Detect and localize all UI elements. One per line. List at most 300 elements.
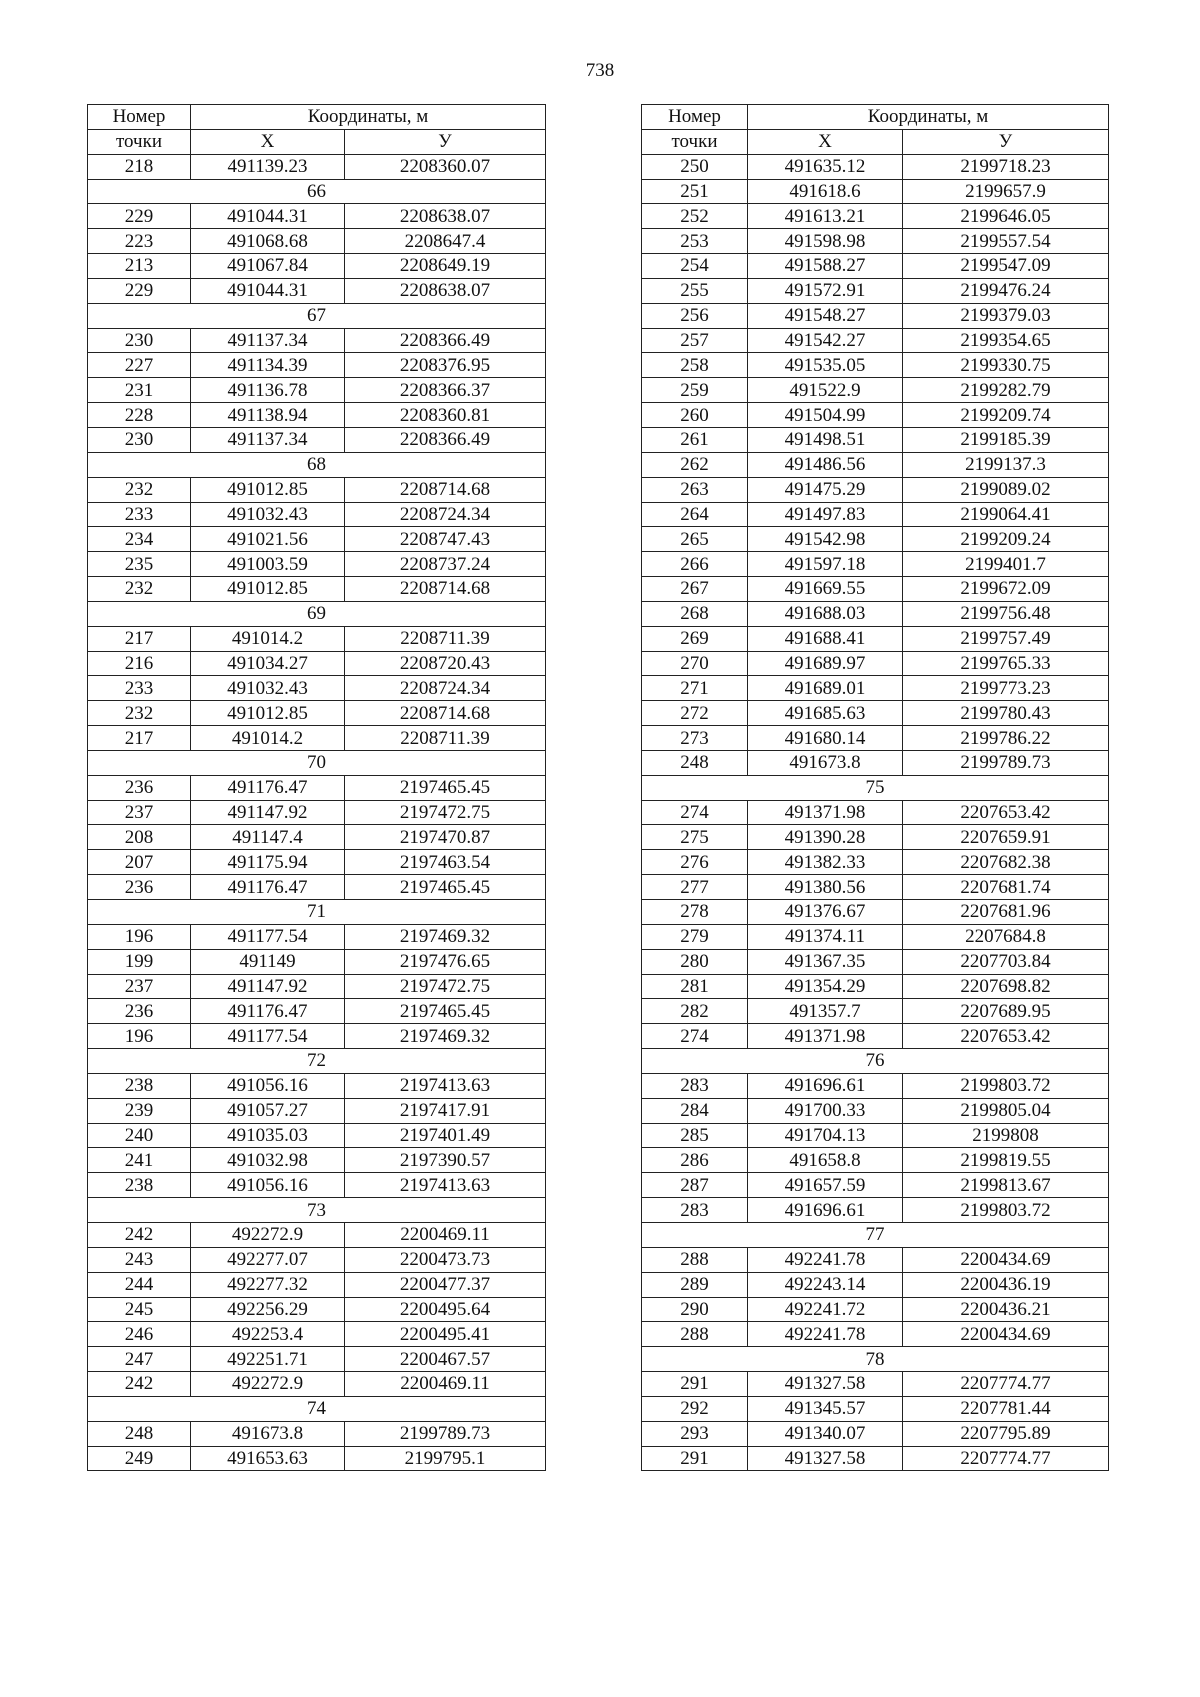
y-coordinate-cell: 2208647.4 [345, 229, 546, 254]
table-header-row [642, 129, 1109, 154]
point-number-cell: 240 [88, 1123, 191, 1148]
table-row [642, 1272, 1109, 1297]
table-row [88, 278, 546, 303]
point-number-cell: 253 [642, 229, 748, 254]
table-row [642, 1322, 1109, 1347]
point-number-cell: 243 [88, 1247, 191, 1272]
x-coordinate-cell: 491057.27 [191, 1098, 345, 1123]
x-coordinate-cell: 491542.27 [748, 328, 903, 353]
group-header-row [642, 1347, 1109, 1372]
table-row [88, 1123, 546, 1148]
y-coordinate-cell: 2199330.75 [903, 353, 1109, 378]
point-number-cell: 280 [642, 949, 748, 974]
group-label: 77 [642, 1222, 1109, 1247]
x-coordinate-cell: 491374.11 [748, 924, 903, 949]
y-coordinate-cell: 2208724.34 [345, 502, 546, 527]
y-coordinate-cell: 2199064.41 [903, 502, 1109, 527]
x-coordinate-cell: 491068.68 [191, 229, 345, 254]
point-number-cell: 254 [642, 254, 748, 279]
table-body-right [642, 154, 1109, 1471]
x-coordinate-cell: 492272.9 [191, 1372, 345, 1397]
x-coordinate-cell: 491012.85 [191, 577, 345, 602]
point-number-cell: 231 [88, 378, 191, 403]
x-coordinate-cell: 491380.56 [748, 875, 903, 900]
x-coordinate-cell: 491035.03 [191, 1123, 345, 1148]
point-number-cell: 232 [88, 477, 191, 502]
x-coordinate-cell: 491014.2 [191, 626, 345, 651]
x-coordinate-cell: 492277.32 [191, 1272, 345, 1297]
x-coordinate-cell: 491613.21 [748, 204, 903, 229]
x-coordinate-cell: 491658.8 [748, 1148, 903, 1173]
table-row [642, 1421, 1109, 1446]
table-row [642, 303, 1109, 328]
x-coordinate-cell: 491542.98 [748, 527, 903, 552]
x-coordinate-cell: 491147.92 [191, 800, 345, 825]
y-coordinate-cell: 2197476.65 [345, 949, 546, 974]
table-row [88, 775, 546, 800]
table-row [642, 1148, 1109, 1173]
x-coordinate-cell: 491177.54 [191, 1024, 345, 1049]
x-coordinate-cell: 491176.47 [191, 875, 345, 900]
x-coordinate-cell: 491056.16 [191, 1173, 345, 1198]
y-coordinate-cell: 2199805.04 [903, 1098, 1109, 1123]
table-row [642, 850, 1109, 875]
y-coordinate-cell: 2208737.24 [345, 552, 546, 577]
point-number-cell: 271 [642, 676, 748, 701]
point-number-cell: 244 [88, 1272, 191, 1297]
table-row [88, 1446, 546, 1471]
point-number-cell: 285 [642, 1123, 748, 1148]
x-coordinate-cell: 491357.7 [748, 999, 903, 1024]
y-coordinate-cell: 2199813.67 [903, 1173, 1109, 1198]
y-coordinate-cell: 2197469.32 [345, 1024, 546, 1049]
group-header-row [88, 601, 546, 626]
point-number-cell: 238 [88, 1173, 191, 1198]
table-row [88, 825, 546, 850]
point-number-cell: 245 [88, 1297, 191, 1322]
x-coordinate-cell: 491034.27 [191, 651, 345, 676]
coordinates-table-right [641, 104, 1109, 1471]
point-number-cell: 273 [642, 726, 748, 751]
x-coordinate-cell: 491147.92 [191, 974, 345, 999]
y-coordinate-cell: 2197417.91 [345, 1098, 546, 1123]
table-row [88, 1347, 546, 1372]
x-coordinate-cell: 492251.71 [191, 1347, 345, 1372]
table-row [88, 651, 546, 676]
table-row [88, 1297, 546, 1322]
group-header-row [88, 452, 546, 477]
x-coordinate-cell: 492241.72 [748, 1297, 903, 1322]
y-coordinate-cell: 2208649.19 [345, 254, 546, 279]
table-row [642, 229, 1109, 254]
table-row [88, 254, 546, 279]
y-coordinate-cell: 2200434.69 [903, 1247, 1109, 1272]
y-coordinate-cell: 2199089.02 [903, 477, 1109, 502]
table-row [88, 974, 546, 999]
y-coordinate-cell: 2208366.49 [345, 328, 546, 353]
point-number-cell: 290 [642, 1297, 748, 1322]
table-row [88, 577, 546, 602]
table-row [88, 1272, 546, 1297]
table-row [88, 1173, 546, 1198]
point-number-cell: 230 [88, 328, 191, 353]
table-row [642, 676, 1109, 701]
y-coordinate-cell: 2200436.19 [903, 1272, 1109, 1297]
x-coordinate-cell: 492241.78 [748, 1322, 903, 1347]
x-coordinate-cell: 491588.27 [748, 254, 903, 279]
table-row [642, 900, 1109, 925]
header-coordinates: Координаты, м [191, 105, 546, 130]
point-number-cell: 238 [88, 1073, 191, 1098]
y-coordinate-cell: 2207774.77 [903, 1372, 1109, 1397]
table-row [642, 179, 1109, 204]
table-row [88, 378, 546, 403]
table-row [642, 651, 1109, 676]
x-coordinate-cell: 491700.33 [748, 1098, 903, 1123]
table-row [642, 999, 1109, 1024]
x-coordinate-cell: 491340.07 [748, 1421, 903, 1446]
table-row [642, 1446, 1109, 1471]
point-number-cell: 292 [642, 1396, 748, 1421]
y-coordinate-cell: 2197472.75 [345, 800, 546, 825]
point-number-cell: 260 [642, 403, 748, 428]
point-number-cell: 284 [642, 1098, 748, 1123]
point-number-cell: 289 [642, 1272, 748, 1297]
group-header-row [88, 1396, 546, 1421]
table-row [642, 1123, 1109, 1148]
point-number-cell: 208 [88, 825, 191, 850]
point-number-cell: 276 [642, 850, 748, 875]
group-label: 70 [88, 750, 546, 775]
table-row [88, 1222, 546, 1247]
x-coordinate-cell: 491673.8 [191, 1421, 345, 1446]
table-row [88, 1073, 546, 1098]
table-row [642, 974, 1109, 999]
table-row [642, 701, 1109, 726]
header-coordinates: Координаты, м [748, 105, 1109, 130]
y-coordinate-cell: 2199282.79 [903, 378, 1109, 403]
table-row [642, 403, 1109, 428]
table-row [642, 1073, 1109, 1098]
y-coordinate-cell: 2199765.33 [903, 651, 1109, 676]
y-coordinate-cell: 2199819.55 [903, 1148, 1109, 1173]
x-coordinate-cell: 491149 [191, 949, 345, 974]
x-coordinate-cell: 491067.84 [191, 254, 345, 279]
y-coordinate-cell: 2199547.09 [903, 254, 1109, 279]
point-number-cell: 263 [642, 477, 748, 502]
x-coordinate-cell: 491137.34 [191, 328, 345, 353]
y-coordinate-cell: 2199780.43 [903, 701, 1109, 726]
x-coordinate-cell: 491021.56 [191, 527, 345, 552]
x-coordinate-cell: 491134.39 [191, 353, 345, 378]
group-header-row [88, 1049, 546, 1074]
x-coordinate-cell: 491685.63 [748, 701, 903, 726]
table-row [642, 949, 1109, 974]
point-number-cell: 279 [642, 924, 748, 949]
x-coordinate-cell: 491657.59 [748, 1173, 903, 1198]
point-number-cell: 227 [88, 353, 191, 378]
x-coordinate-cell: 491012.85 [191, 477, 345, 502]
table-row [88, 1098, 546, 1123]
y-coordinate-cell: 2208376.95 [345, 353, 546, 378]
point-number-cell: 287 [642, 1173, 748, 1198]
point-number-cell: 246 [88, 1322, 191, 1347]
point-number-cell: 274 [642, 1024, 748, 1049]
x-coordinate-cell: 492243.14 [748, 1272, 903, 1297]
y-coordinate-cell: 2207689.95 [903, 999, 1109, 1024]
x-coordinate-cell: 491688.41 [748, 626, 903, 651]
group-label: 67 [88, 303, 546, 328]
table-row [88, 1024, 546, 1049]
table-header-row [642, 105, 1109, 130]
y-coordinate-cell: 2199786.22 [903, 726, 1109, 751]
header-point-number: Номер [88, 105, 191, 130]
x-coordinate-cell: 491003.59 [191, 552, 345, 577]
x-coordinate-cell: 491618.6 [748, 179, 903, 204]
point-number-cell: 218 [88, 154, 191, 179]
y-coordinate-cell: 2199209.24 [903, 527, 1109, 552]
x-coordinate-cell: 492256.29 [191, 1297, 345, 1322]
point-number-cell: 237 [88, 800, 191, 825]
table-row [642, 1024, 1109, 1049]
x-coordinate-cell: 491653.63 [191, 1446, 345, 1471]
table-row [642, 825, 1109, 850]
point-number-cell: 267 [642, 577, 748, 602]
x-coordinate-cell: 491139.23 [191, 154, 345, 179]
y-coordinate-cell: 2208360.81 [345, 403, 546, 428]
point-number-cell: 278 [642, 900, 748, 925]
y-coordinate-cell: 2200473.73 [345, 1247, 546, 1272]
table-row [88, 850, 546, 875]
table-row [642, 1247, 1109, 1272]
point-number-cell: 229 [88, 204, 191, 229]
x-coordinate-cell: 491176.47 [191, 775, 345, 800]
y-coordinate-cell: 2199209.74 [903, 403, 1109, 428]
y-coordinate-cell: 2197413.63 [345, 1073, 546, 1098]
group-header-row [88, 179, 546, 204]
point-number-cell: 265 [642, 527, 748, 552]
point-number-cell: 259 [642, 378, 748, 403]
x-coordinate-cell: 491147.4 [191, 825, 345, 850]
x-coordinate-cell: 491176.47 [191, 999, 345, 1024]
group-label: 69 [88, 601, 546, 626]
x-coordinate-cell: 491548.27 [748, 303, 903, 328]
point-number-cell: 228 [88, 403, 191, 428]
x-coordinate-cell: 491044.31 [191, 278, 345, 303]
y-coordinate-cell: 2200469.11 [345, 1222, 546, 1247]
point-number-cell: 235 [88, 552, 191, 577]
point-number-cell: 223 [88, 229, 191, 254]
y-coordinate-cell: 2197463.54 [345, 850, 546, 875]
y-coordinate-cell: 2200495.64 [345, 1297, 546, 1322]
point-number-cell: 283 [642, 1198, 748, 1223]
group-label: 71 [88, 900, 546, 925]
table-row [642, 502, 1109, 527]
header-point-number-sub: точки [642, 129, 748, 154]
point-number-cell: 217 [88, 626, 191, 651]
header-point-number: Номер [642, 105, 748, 130]
y-coordinate-cell: 2207781.44 [903, 1396, 1109, 1421]
x-coordinate-cell: 491177.54 [191, 924, 345, 949]
point-number-cell: 291 [642, 1372, 748, 1397]
y-coordinate-cell: 2199657.9 [903, 179, 1109, 204]
point-number-cell: 261 [642, 427, 748, 452]
table-row [642, 875, 1109, 900]
point-number-cell: 266 [642, 552, 748, 577]
group-header-row [88, 303, 546, 328]
y-coordinate-cell: 2199401.7 [903, 552, 1109, 577]
table-row [642, 527, 1109, 552]
group-header-row [88, 1198, 546, 1223]
y-coordinate-cell: 2200477.37 [345, 1272, 546, 1297]
y-coordinate-cell: 2199789.73 [345, 1421, 546, 1446]
x-coordinate-cell: 491498.51 [748, 427, 903, 452]
group-header-row [642, 775, 1109, 800]
point-number-cell: 269 [642, 626, 748, 651]
x-coordinate-cell: 491475.29 [748, 477, 903, 502]
table-row [88, 676, 546, 701]
point-number-cell: 281 [642, 974, 748, 999]
x-coordinate-cell: 491012.85 [191, 701, 345, 726]
table-row [642, 353, 1109, 378]
y-coordinate-cell: 2208724.34 [345, 676, 546, 701]
table-row [88, 1148, 546, 1173]
group-header-row [642, 1049, 1109, 1074]
point-number-cell: 234 [88, 527, 191, 552]
x-coordinate-cell: 491137.34 [191, 427, 345, 452]
x-coordinate-cell: 491497.83 [748, 502, 903, 527]
point-number-cell: 232 [88, 701, 191, 726]
y-coordinate-cell: 2207659.91 [903, 825, 1109, 850]
table-row [642, 552, 1109, 577]
x-coordinate-cell: 491535.05 [748, 353, 903, 378]
x-coordinate-cell: 491327.58 [748, 1446, 903, 1471]
table-row [642, 800, 1109, 825]
x-coordinate-cell: 491354.29 [748, 974, 903, 999]
table-row [642, 924, 1109, 949]
table-row [88, 477, 546, 502]
point-number-cell: 252 [642, 204, 748, 229]
x-coordinate-cell: 491704.13 [748, 1123, 903, 1148]
point-number-cell: 277 [642, 875, 748, 900]
table-row [642, 154, 1109, 179]
group-label: 75 [642, 775, 1109, 800]
point-number-cell: 248 [642, 750, 748, 775]
header-point-number-sub: точки [88, 129, 191, 154]
y-coordinate-cell: 2207684.8 [903, 924, 1109, 949]
table-row [88, 154, 546, 179]
point-number-cell: 274 [642, 800, 748, 825]
group-label: 73 [88, 1198, 546, 1223]
y-coordinate-cell: 2208747.43 [345, 527, 546, 552]
table-row [642, 601, 1109, 626]
y-coordinate-cell: 2208714.68 [345, 701, 546, 726]
table-row [642, 452, 1109, 477]
point-number-cell: 264 [642, 502, 748, 527]
table-row [642, 1098, 1109, 1123]
x-coordinate-cell: 491680.14 [748, 726, 903, 751]
table-row [642, 726, 1109, 751]
point-number-cell: 282 [642, 999, 748, 1024]
y-coordinate-cell: 2199789.73 [903, 750, 1109, 775]
y-coordinate-cell: 2208714.68 [345, 577, 546, 602]
y-coordinate-cell: 2197469.32 [345, 924, 546, 949]
x-coordinate-cell: 491044.31 [191, 204, 345, 229]
y-coordinate-cell: 2199803.72 [903, 1198, 1109, 1223]
y-coordinate-cell: 2207703.84 [903, 949, 1109, 974]
y-coordinate-cell: 2208360.07 [345, 154, 546, 179]
table-row [88, 701, 546, 726]
table-row [88, 800, 546, 825]
point-number-cell: 258 [642, 353, 748, 378]
group-header-row [642, 1222, 1109, 1247]
x-coordinate-cell: 491486.56 [748, 452, 903, 477]
point-number-cell: 196 [88, 924, 191, 949]
y-coordinate-cell: 2207653.42 [903, 800, 1109, 825]
y-coordinate-cell: 2199718.23 [903, 154, 1109, 179]
y-coordinate-cell: 2208711.39 [345, 726, 546, 751]
y-coordinate-cell: 2207795.89 [903, 1421, 1109, 1446]
point-number-cell: 236 [88, 775, 191, 800]
y-coordinate-cell: 2200436.21 [903, 1297, 1109, 1322]
point-number-cell: 216 [88, 651, 191, 676]
table-row [88, 1322, 546, 1347]
table-row [642, 477, 1109, 502]
x-coordinate-cell: 491696.61 [748, 1073, 903, 1098]
y-coordinate-cell: 2207774.77 [903, 1446, 1109, 1471]
point-number-cell: 237 [88, 974, 191, 999]
y-coordinate-cell: 2207682.38 [903, 850, 1109, 875]
group-label: 66 [88, 179, 546, 204]
x-coordinate-cell: 491598.98 [748, 229, 903, 254]
point-number-cell: 250 [642, 154, 748, 179]
group-header-row [88, 750, 546, 775]
x-coordinate-cell: 491696.61 [748, 1198, 903, 1223]
y-coordinate-cell: 2199773.23 [903, 676, 1109, 701]
x-coordinate-cell: 492277.07 [191, 1247, 345, 1272]
point-number-cell: 262 [642, 452, 748, 477]
table-body-left [88, 154, 546, 1471]
y-coordinate-cell: 2208366.37 [345, 378, 546, 403]
group-label: 76 [642, 1049, 1109, 1074]
y-coordinate-cell: 2200467.57 [345, 1347, 546, 1372]
x-coordinate-cell: 491522.9 [748, 378, 903, 403]
group-label: 68 [88, 452, 546, 477]
point-number-cell: 239 [88, 1098, 191, 1123]
y-coordinate-cell: 2207681.96 [903, 900, 1109, 925]
table-row [88, 949, 546, 974]
point-number-cell: 236 [88, 999, 191, 1024]
y-coordinate-cell: 2199756.48 [903, 601, 1109, 626]
point-number-cell: 248 [88, 1421, 191, 1446]
point-number-cell: 275 [642, 825, 748, 850]
point-number-cell: 270 [642, 651, 748, 676]
table-row [642, 328, 1109, 353]
point-number-cell: 242 [88, 1222, 191, 1247]
table-row [88, 328, 546, 353]
table-row [642, 1396, 1109, 1421]
y-coordinate-cell: 2199137.3 [903, 452, 1109, 477]
x-coordinate-cell: 491345.57 [748, 1396, 903, 1421]
y-coordinate-cell: 2199795.1 [345, 1446, 546, 1471]
x-coordinate-cell: 491371.98 [748, 800, 903, 825]
x-coordinate-cell: 491376.67 [748, 900, 903, 925]
y-coordinate-cell: 2197465.45 [345, 999, 546, 1024]
y-coordinate-cell: 2200434.69 [903, 1322, 1109, 1347]
x-coordinate-cell: 491032.98 [191, 1148, 345, 1173]
table-row [88, 924, 546, 949]
table-row [88, 229, 546, 254]
